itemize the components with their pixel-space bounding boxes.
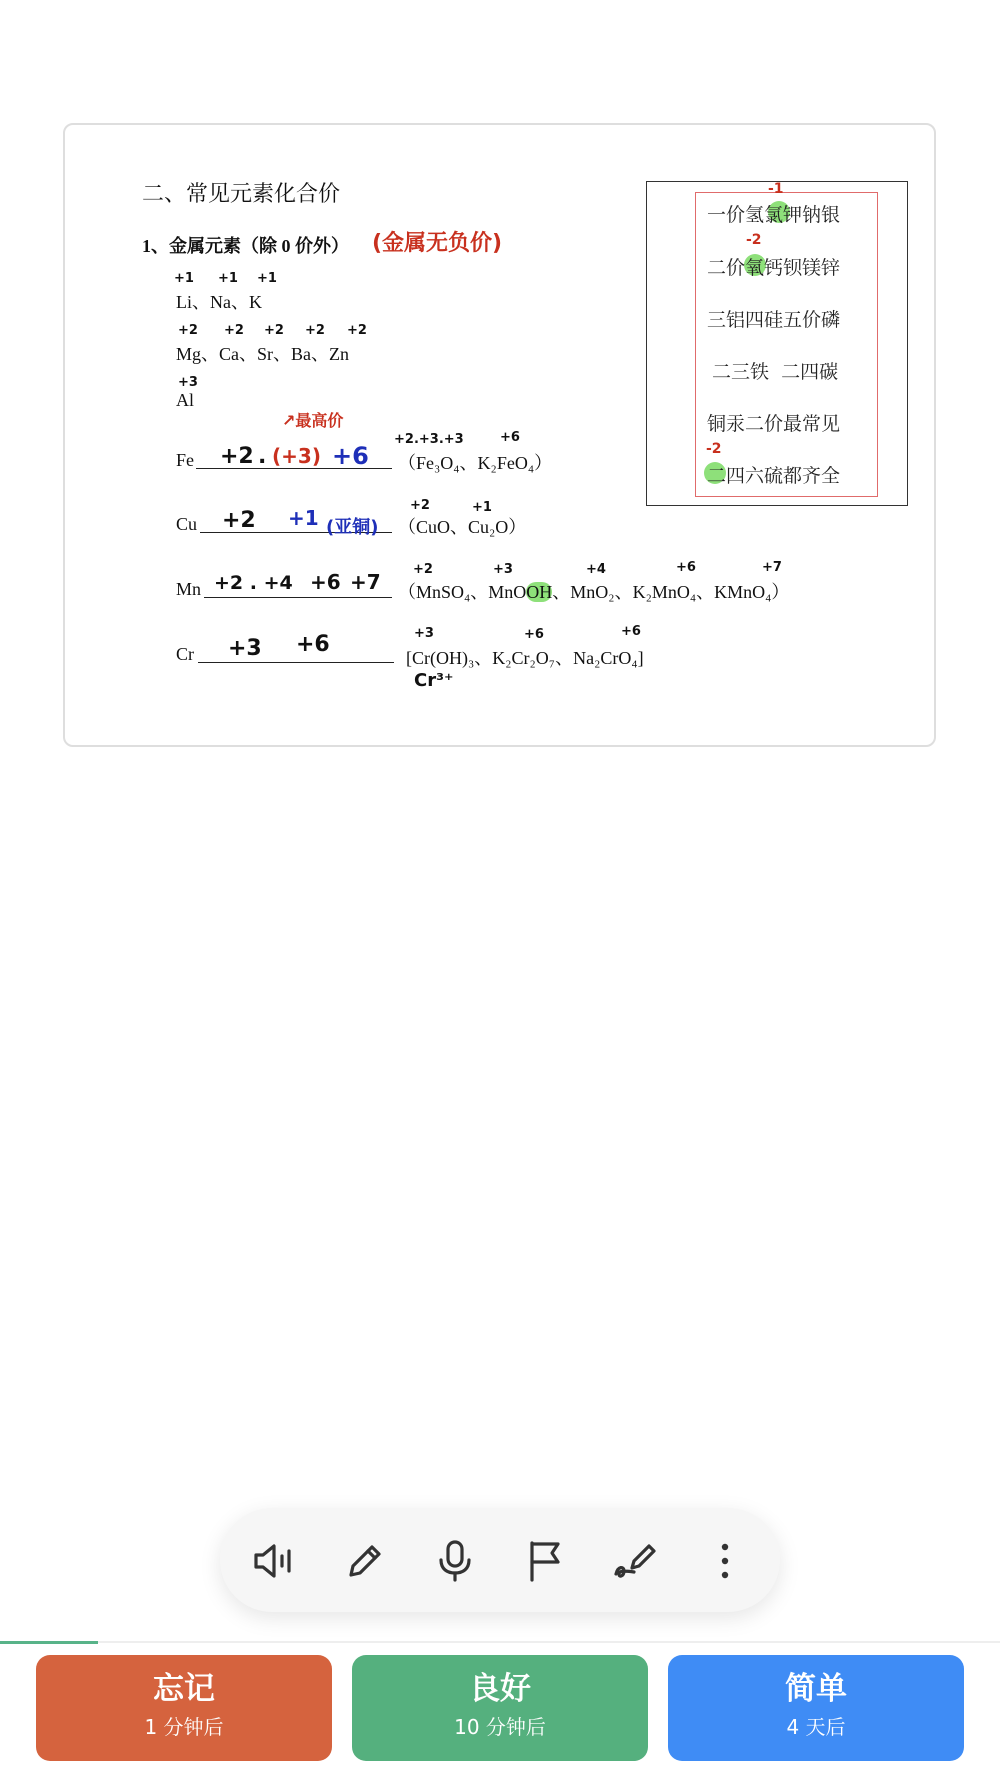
- highlighted-oh: OH: [526, 582, 553, 602]
- oxidation-mark: +6: [621, 624, 641, 639]
- easy-button[interactable]: [668, 1655, 964, 1761]
- oxidation-mark: +2: [305, 323, 325, 338]
- review-progress-fill: [0, 1641, 98, 1644]
- element-list: Mg、Ca、Sr、Ba、Zn: [176, 344, 349, 364]
- oxidation-mark: +2.+3.+3: [394, 432, 464, 447]
- handwritten-note-no-negative: (金属无负价): [372, 231, 503, 256]
- formula: （CuO、Cu₂O）: [398, 517, 527, 537]
- button-title: 忘记: [153, 1671, 215, 1707]
- answer-line: [198, 662, 394, 663]
- element-list: Li、Na、K: [176, 292, 262, 312]
- handwritten-note-cr3: Cr³⁺: [414, 670, 454, 691]
- handwritten-answer: +6: [332, 442, 369, 470]
- element-symbol-cr: Cr: [176, 644, 194, 664]
- good-button[interactable]: [352, 1655, 648, 1761]
- oxidation-mark: +1: [472, 500, 492, 515]
- oxidation-mark: +2: [224, 323, 244, 338]
- oxidation-mark: +2: [264, 323, 284, 338]
- oxidation-mark: +6: [500, 430, 520, 445]
- mnemonic-highlight-frame: [695, 192, 878, 497]
- speaker-icon[interactable]: [252, 1538, 298, 1584]
- oxidation-mark: +7: [762, 560, 782, 575]
- more-icon[interactable]: [702, 1538, 748, 1584]
- valence-mark: -1: [768, 181, 784, 197]
- handwritten-answer: +1: [288, 506, 319, 530]
- valence-mark: -2: [746, 232, 762, 248]
- handwritten-answer: +7: [350, 570, 381, 594]
- handwritten-answer: +2 . +4: [214, 572, 293, 594]
- mnemonic-line: 二价氧钙钡镁锌: [707, 257, 841, 279]
- again-button[interactable]: [36, 1655, 332, 1761]
- oxidation-mark: +3: [178, 375, 198, 390]
- element-symbol-mn: Mn: [176, 579, 202, 599]
- mnemonic-line: 二三铁 二四碳: [712, 361, 839, 383]
- oxidation-mark: +6: [524, 627, 544, 642]
- pencil-icon[interactable]: [342, 1538, 388, 1584]
- handwritten-answer: +6: [296, 632, 330, 657]
- oxidation-mark: +1: [257, 271, 277, 286]
- handwritten-answer: (+3): [272, 444, 321, 468]
- mnemonic-line: 一价氢氯钾钠银: [707, 204, 841, 226]
- valence-mark: -2: [706, 441, 722, 457]
- element-list: Al: [176, 390, 194, 410]
- handwritten-answer: .: [258, 444, 267, 469]
- oxidation-mark: +1: [174, 271, 194, 286]
- formula-part: 、MnO₂、K₂MnO₄、KMnO₄）: [552, 582, 790, 602]
- answer-line: [204, 597, 392, 598]
- handwritten-note-highest: ↗最高价: [282, 411, 344, 430]
- subheading: 1、金属元素（除 0 价外）: [142, 236, 349, 256]
- formula: （Fe₃O₄、K₂FeO₄）: [398, 453, 553, 473]
- handwritten-answer: +6: [310, 570, 341, 594]
- formula: [Cr(OH)₃、K₂Cr₂O₇、Na₂CrO₄]: [406, 648, 644, 668]
- oxidation-mark: +2: [413, 562, 433, 577]
- element-symbol-cu: Cu: [176, 514, 198, 534]
- oxidation-mark: +2: [347, 323, 367, 338]
- oxidation-mark: +2: [178, 323, 198, 338]
- button-interval: 10 分钟后: [454, 1715, 546, 1739]
- mnemonic-line: 铜汞二价最常见: [707, 413, 841, 435]
- handwritten-answer: +2: [222, 508, 256, 533]
- formula-part: （MnSO₄、MnO: [398, 582, 527, 602]
- section-heading: 二、常见元素化合价: [142, 181, 341, 206]
- oxidation-mark: +1: [218, 271, 238, 286]
- handwritten-answer: +3: [228, 636, 262, 661]
- floating-toolbar: [220, 1508, 780, 1612]
- button-interval: 1 分钟后: [144, 1715, 224, 1739]
- signature-icon[interactable]: [612, 1538, 658, 1584]
- review-progress-track: [0, 1641, 1000, 1643]
- mnemonic-line: 三铝四硅五价磷: [707, 309, 841, 331]
- button-title: 良好: [469, 1671, 531, 1707]
- oxidation-mark: +3: [414, 626, 434, 641]
- microphone-icon[interactable]: [432, 1538, 478, 1584]
- handwritten-answer: (亚铜): [326, 517, 379, 538]
- oxidation-mark: +2: [410, 498, 430, 513]
- button-interval: 4 天后: [786, 1715, 846, 1739]
- mnemonic-line: 二四六硫都齐全: [707, 465, 841, 487]
- oxidation-mark: +3: [493, 562, 513, 577]
- button-title: 简单: [785, 1671, 847, 1707]
- formula: [398, 578, 789, 604]
- oxidation-mark: +4: [586, 562, 606, 577]
- element-symbol-fe: Fe: [176, 450, 194, 470]
- flag-icon[interactable]: [522, 1538, 568, 1584]
- handwritten-answer: +2: [220, 444, 254, 469]
- oxidation-mark: +6: [676, 560, 696, 575]
